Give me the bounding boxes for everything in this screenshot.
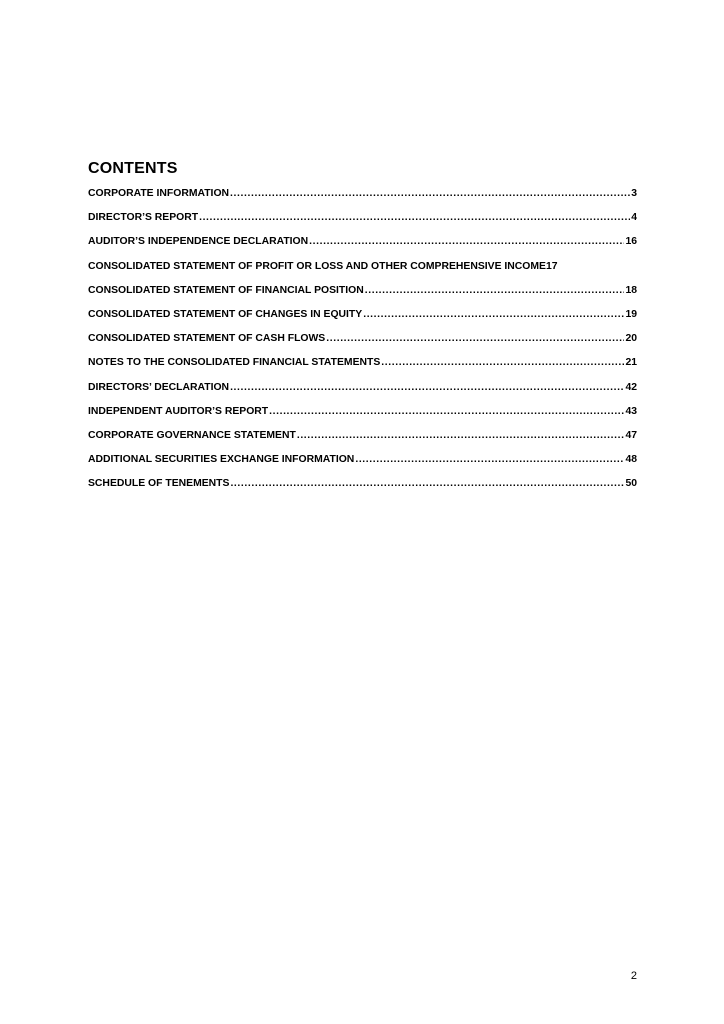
toc-entry-page: 42	[625, 381, 637, 393]
toc-entry-corporate-information[interactable]	[88, 188, 637, 212]
toc-dot-leader	[381, 357, 624, 368]
toc-entry-label: CONSOLIDATED STATEMENT OF CHANGES IN EQUITY	[88, 308, 363, 320]
toc-entry-auditors-independence-declaration[interactable]	[88, 236, 637, 260]
toc-dot-leader	[355, 454, 624, 465]
page-number: 2	[630, 970, 637, 982]
toc-entry-label: DIRECTORS’ DECLARATION	[88, 381, 230, 393]
toc-entry-cash-flows-statement[interactable]	[88, 333, 637, 357]
toc-dot-leader	[269, 406, 624, 417]
toc-entry-label: ADDITIONAL SECURITIES EXCHANGE INFORMATION	[88, 454, 355, 466]
toc-entry-label: CONSOLIDATED STATEMENT OF PROFIT OR LOSS AND OTHER COMPREHENSIVE INCOME	[88, 260, 546, 272]
toc-entry-page: 50	[625, 478, 637, 490]
toc-entry-independent-auditors-report[interactable]	[88, 406, 637, 430]
toc-entry-directors-report[interactable]	[88, 212, 637, 236]
toc-dot-leader	[365, 285, 625, 296]
toc-dot-leader	[297, 430, 625, 441]
toc-entry-label: SCHEDULE OF TENEMENTS	[88, 478, 230, 490]
table-of-contents	[88, 188, 637, 502]
toc-entry-label: NOTES TO THE CONSOLIDATED FINANCIAL STATEMENTS	[88, 357, 381, 369]
toc-entry-page: 16	[625, 236, 637, 248]
toc-entry-label: CORPORATE INFORMATION	[88, 188, 230, 199]
toc-entry-label: AUDITOR’S INDEPENDENCE DECLARATION	[88, 236, 309, 248]
toc-entry-page: 47	[625, 429, 637, 441]
toc-entry-page: 18	[625, 284, 637, 296]
toc-entry-page: 4	[631, 212, 637, 224]
toc-dot-leader	[326, 333, 624, 344]
toc-dot-leader	[230, 188, 630, 199]
toc-entry-page: 20	[625, 333, 637, 345]
toc-dot-leader	[309, 236, 624, 247]
toc-entry-additional-securities-exchange-information[interactable]	[88, 454, 637, 478]
toc-entry-page: 48	[625, 454, 637, 466]
toc-entry-label: CONSOLIDATED STATEMENT OF FINANCIAL POSITION	[88, 284, 364, 296]
toc-entry-notes-to-financial-statements[interactable]	[88, 357, 637, 381]
toc-entry-page: 19	[625, 308, 637, 320]
toc-dot-leader	[199, 212, 630, 223]
toc-entry-corporate-governance-statement[interactable]	[88, 430, 637, 454]
contents-heading: CONTENTS	[88, 160, 178, 177]
toc-dot-leader	[230, 478, 624, 489]
toc-entry-financial-position-statement[interactable]	[88, 285, 637, 309]
toc-entry-page: 17	[545, 260, 558, 272]
toc-entry-label: CONSOLIDATED STATEMENT OF CASH FLOWS	[88, 333, 326, 345]
toc-entry-profit-or-loss-statement[interactable]	[88, 261, 637, 285]
toc-entry-page: 3	[631, 188, 637, 199]
toc-dot-leader	[230, 382, 624, 393]
toc-entry-changes-in-equity-statement[interactable]	[88, 309, 637, 333]
toc-entry-directors-declaration[interactable]	[88, 382, 637, 406]
toc-entry-page: 43	[625, 405, 637, 417]
toc-entry-schedule-of-tenements[interactable]	[88, 478, 637, 502]
toc-entry-page: 21	[625, 357, 637, 369]
toc-entry-label: DIRECTOR’S REPORT	[88, 212, 199, 224]
toc-entry-label: INDEPENDENT AUDITOR’S REPORT	[88, 405, 269, 417]
toc-entry-label: CORPORATE GOVERNANCE STATEMENT	[88, 429, 296, 441]
toc-dot-leader	[363, 309, 624, 320]
